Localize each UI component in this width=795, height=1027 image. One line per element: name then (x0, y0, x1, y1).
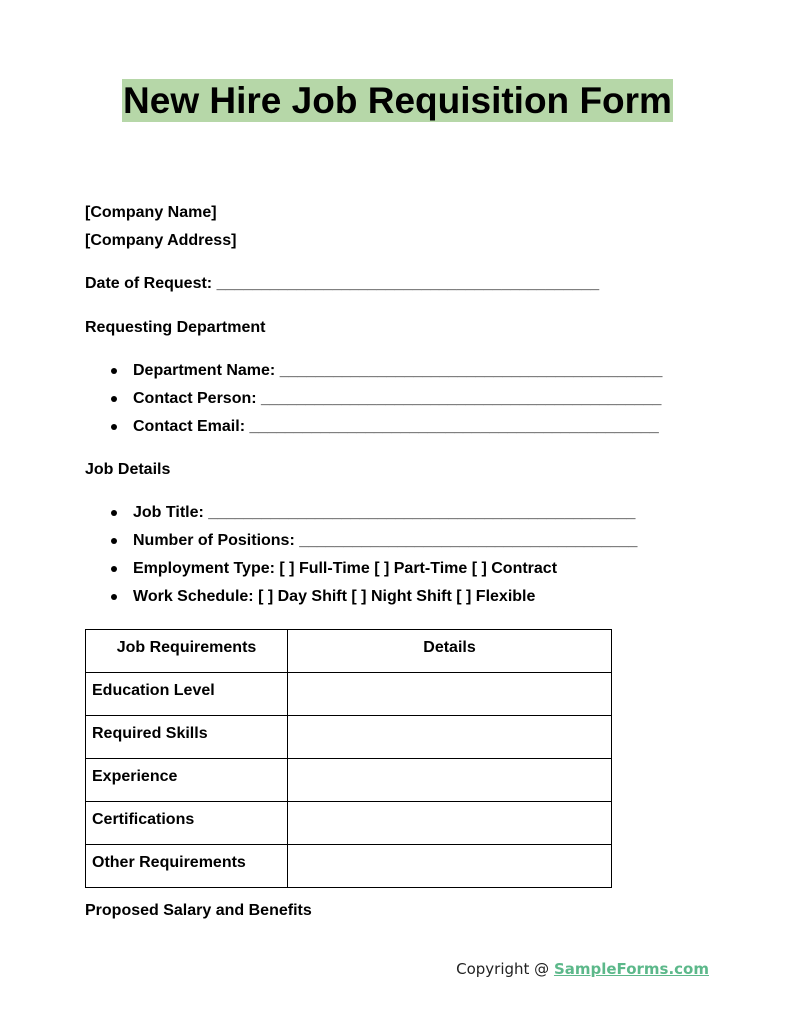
number-of-positions-field[interactable]: Number of Positions: ______________________________________ (85, 531, 637, 559)
table-row (86, 845, 612, 888)
sampleforms-link[interactable]: SampleForms.com (553, 960, 709, 978)
table-header-job-requirements: Job Requirements (86, 630, 288, 673)
contact-email-field[interactable]: Contact Email: ______________________________________________ (85, 417, 662, 445)
employment-type-options[interactable]: Employment Type: [ ] Full-Time [ ] Part-Time [ ] Contract (85, 559, 637, 587)
date-of-request-field[interactable]: Date of Request: ___________________________________________ (85, 275, 600, 292)
job-title-field[interactable]: Job Title: ________________________________________________ (85, 503, 637, 531)
requesting-department-heading: Requesting Department (85, 319, 266, 336)
bullet-icon (111, 566, 117, 572)
requesting-department-list (85, 361, 662, 445)
requirement-detail-cell[interactable] (288, 716, 612, 759)
table-row (86, 673, 612, 716)
requirement-label: Certifications (86, 802, 288, 845)
bullet-icon (111, 594, 117, 600)
work-schedule-options[interactable]: Work Schedule: [ ] Day Shift [ ] Night Shift [ ] Flexible (85, 587, 637, 615)
job-requirements-table (85, 629, 612, 888)
table-row (86, 802, 612, 845)
job-details-list (85, 503, 637, 615)
requirement-label: Experience (86, 759, 288, 802)
bullet-icon (111, 538, 117, 544)
table-header-row (86, 630, 612, 673)
table-row (86, 716, 612, 759)
requirement-label: Education Level (86, 673, 288, 716)
job-details-heading: Job Details (85, 461, 171, 478)
contact-person-field[interactable]: Contact Person: _____________________________________________ (85, 389, 662, 417)
requirement-label: Required Skills (86, 716, 288, 759)
copyright-text: Copyright @ (456, 960, 554, 978)
company-address: [Company Address] (85, 232, 237, 249)
requirement-detail-cell[interactable] (288, 759, 612, 802)
department-name-field[interactable]: Department Name: ___________________________________________ (85, 361, 662, 389)
page-title: New Hire Job Requisition Form (123, 80, 672, 121)
title-container (0, 79, 795, 122)
requirement-detail-cell[interactable] (288, 845, 612, 888)
bullet-icon (111, 396, 117, 402)
footer-copyright (456, 960, 709, 979)
table-header-details: Details (288, 630, 612, 673)
table-row (86, 759, 612, 802)
bullet-icon (111, 424, 117, 430)
proposed-salary-heading: Proposed Salary and Benefits (85, 902, 312, 919)
requirement-label: Other Requirements (86, 845, 288, 888)
company-name: [Company Name] (85, 204, 217, 221)
bullet-icon (111, 368, 117, 374)
requirement-detail-cell[interactable] (288, 802, 612, 845)
requirement-detail-cell[interactable] (288, 673, 612, 716)
bullet-icon (111, 510, 117, 516)
